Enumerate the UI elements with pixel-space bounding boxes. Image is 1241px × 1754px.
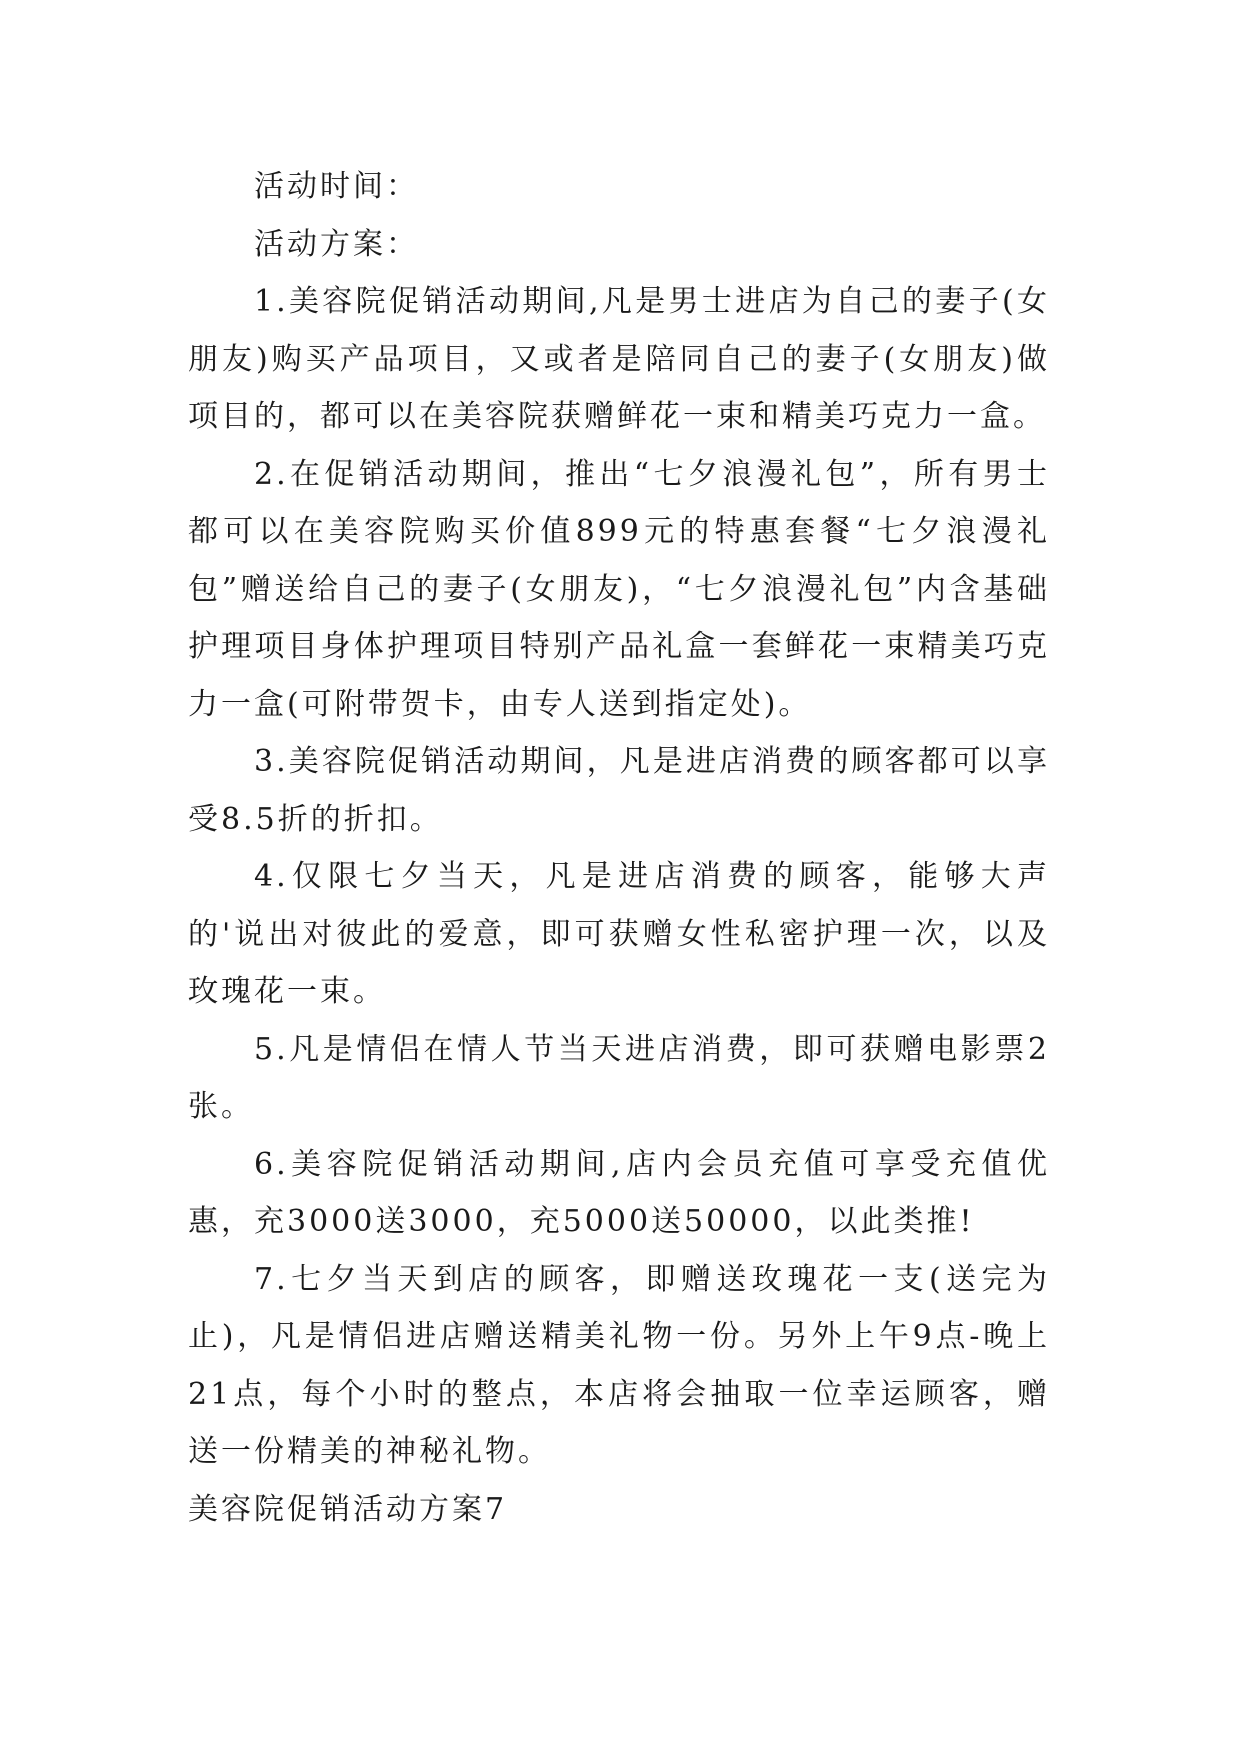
- paragraph-item-7: 7.七夕当天到店的顾客，即赠送玫瑰花一支(送完为止)，凡是情侣进店赠送精美礼物一份。另外上午9点-晚上21点，每个小时的整点，本店将会抽取一位幸运顾客，赠送一份精美的神秘礼物。: [188, 1261, 1050, 1469]
- paragraph-item-3: 3.美容院促销活动期间，凡是进店消费的顾客都可以享受8.5折的折扣。: [188, 744, 1050, 837]
- paragraph-item-1: 1.美容院促销活动期间,凡是男士进店为自己的妻子(女朋友)购买产品项目，又或者是陪同自己的妻子(女朋友)做项目的，都可以在美容院获赠鲜花一束和精美巧克力一盒。: [188, 284, 1050, 434]
- paragraph-activity-time: 活动时间：: [254, 169, 419, 204]
- paragraph-item-4: 4.仅限七夕当天，凡是进店消费的顾客，能够大声的'说出对彼此的爱意，即可获赠女性私密护理一次，以及玫瑰花一束。: [188, 859, 1050, 1009]
- paragraph-activity-plan: 活动方案：: [254, 226, 419, 262]
- section-heading: 美容院促销活动方案7: [188, 1491, 508, 1527]
- document-body: [188, 158, 1050, 1538]
- paragraph-item-5: 5.凡是情侣在情人节当天进店消费，即可获赠电影票2张。: [188, 1031, 1050, 1124]
- paragraph-item-6: 6.美容院促销活动期间,店内会员充值可享受充值优惠，充3000送3000，充5000送50000，以此类推!: [188, 1146, 1050, 1239]
- paragraph-item-2: 2.在促销活动期间，推出“七夕浪漫礼包”，所有男士都可以在美容院购买价值899元的特惠套餐“七夕浪漫礼包”赠送给自己的妻子(女朋友)，“七夕浪漫礼包”内含基础护理项目身体护理项目特别产品礼盒一套鲜花一束精美巧克力一盒(可附带贺卡，由专人送到指定处)。: [188, 456, 1050, 722]
